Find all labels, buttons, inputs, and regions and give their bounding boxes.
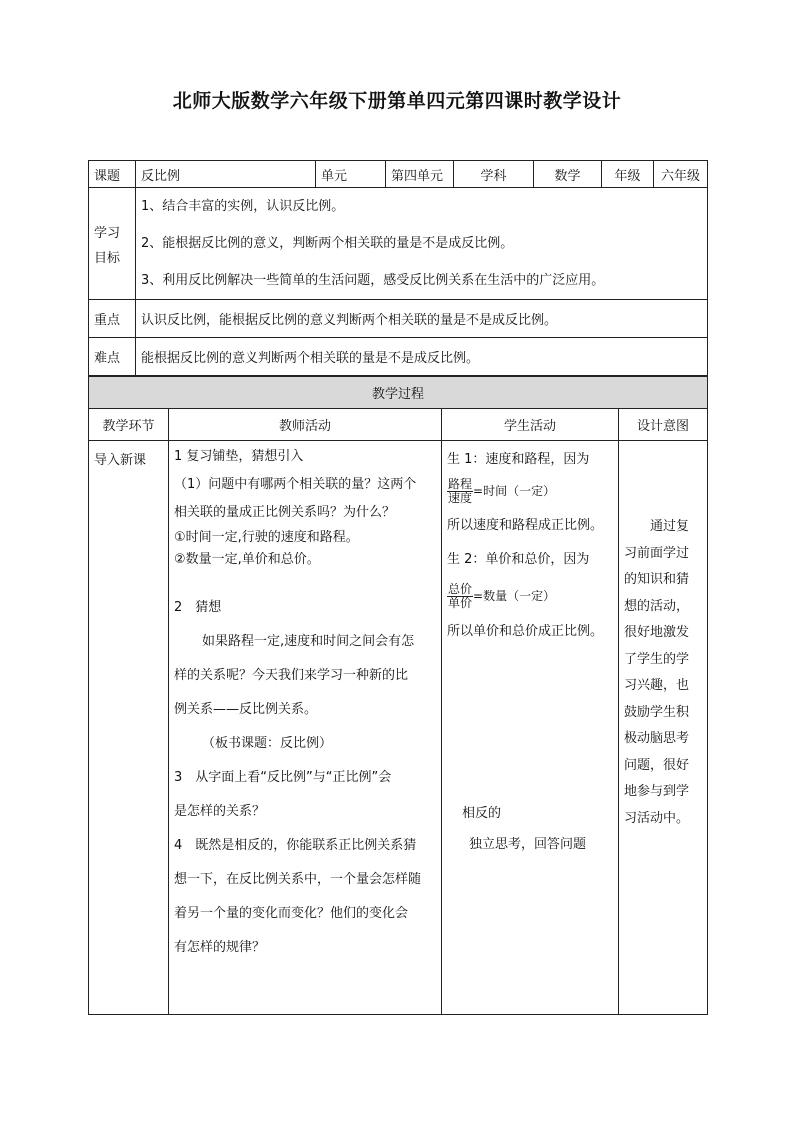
teacher-line: 如果路程一定,速度和时间之间会有怎 [202, 634, 415, 649]
student-line: 相反的 [462, 806, 502, 821]
fraction-2-denominator: 单价 [448, 596, 473, 610]
teacher-line: 想一下，在反比例关系中，一个量会怎样随 [174, 872, 422, 887]
teacher-activity-cell [169, 441, 442, 1015]
teacher-line: （板书课题：反比例） [202, 736, 333, 751]
intent-line: 想的活动， [624, 598, 690, 614]
student-formula-2 [447, 577, 613, 615]
column-header-stage: 教学环节 [89, 409, 169, 441]
fraction-2 [447, 583, 473, 610]
column-header-intent: 设计意图 [619, 409, 708, 441]
intent-line: 了学生的学 [624, 651, 690, 667]
student-line: 所以速度和路程成正比例。 [447, 518, 604, 533]
teacher-line: ②数量一定,单价和总价。 [174, 552, 320, 567]
teacher-line: 例关系——反比例关系。 [174, 702, 318, 717]
teacher-line: 4 既然是相反的，你能联系正比例关系猜 [174, 838, 417, 853]
formula-2-rest: =数量（一定） [473, 589, 556, 603]
intent-line: 的知识和猜 [624, 572, 690, 587]
teacher-line: 有怎样的规律？ [174, 940, 266, 955]
teacher-line: 2 猜想 [174, 600, 222, 615]
course-label: 课题 [89, 161, 136, 188]
fraction-2-numerator: 总价 [448, 582, 473, 596]
teacher-line: （1）问题中有哪两个相关联的量？这两个 [174, 477, 417, 492]
intent-line: 极动脑思考 [624, 731, 690, 746]
document-title: 北师大版数学六年级下册第单四元第四课时教学设计 [172, 90, 622, 112]
intent-line: 习兴趣，也 [624, 678, 690, 693]
intent-line: 很好地激发 [624, 625, 690, 640]
course-value: 反比例 [136, 161, 316, 188]
unit-label: 单元 [316, 161, 386, 188]
key-point-text: 认识反比例，能根据反比例的意义判断两个相关联的量是不是成反比例。 [136, 300, 708, 338]
teacher-line: 1 复习铺垫，猜想引入 [174, 449, 304, 464]
student-line: 生 2：单价和总价，因为 [447, 552, 590, 567]
formula-1-rest: =时间（一定） [473, 484, 556, 498]
key-point-label: 重点 [89, 300, 136, 338]
intent-line: 习活动中。 [624, 810, 690, 826]
goal-item: 3、利用反比例解决一些简单的生活问题，感受反比例关系在生活中的广泛应用。 [141, 273, 605, 288]
teacher-line: 样的关系呢？今天我们来学习一种新的比 [174, 668, 409, 683]
goals-label-cell [89, 188, 136, 300]
difficulty-text: 能根据反比例的意义判断两个相关联的量是不是成反比例。 [136, 338, 708, 376]
fraction-1-denominator: 速度 [448, 491, 473, 505]
teacher-line: ①时间一定,行驶的速度和路程。 [174, 530, 359, 545]
stage-cell: 导入新课 [89, 441, 169, 1015]
process-header: 教学过程 [89, 377, 708, 409]
design-intent-cell [619, 441, 708, 1015]
fraction-1 [447, 478, 473, 505]
subject-label: 学科 [454, 161, 534, 188]
goal-item: 1、结合丰富的实例，认识反比例。 [141, 199, 345, 214]
student-formula-1 [447, 473, 613, 509]
grade-value: 六年级 [654, 161, 708, 188]
column-header-teacher: 教师活动 [169, 409, 442, 441]
student-line: 独立思考，回答问题 [469, 837, 587, 852]
intent-line: 地参与到学 [624, 784, 690, 799]
student-activity-cell [442, 441, 619, 1015]
teacher-line: 是怎样的关系？ [174, 804, 266, 819]
grade-label: 年级 [602, 161, 654, 188]
goals-content [136, 188, 708, 300]
column-header-student: 学生活动 [442, 409, 619, 441]
info-table [88, 160, 708, 376]
goals-label-1: 学习 [94, 225, 121, 241]
difficulty-label: 难点 [89, 338, 136, 376]
intent-line: 鼓励学生积 [624, 704, 690, 720]
goals-label-2: 目标 [94, 250, 121, 266]
student-line: 生 1：速度和路程，因为 [447, 452, 590, 467]
teacher-line: 3 从字面上看“反比例”与“正比例”会 [174, 770, 392, 785]
intent-line: 通过复 [650, 519, 690, 534]
intent-line: 问题，很好 [624, 757, 690, 773]
process-table [88, 376, 708, 1015]
teacher-line: 相关联的量成正比例关系吗？为什么？ [174, 505, 396, 520]
fraction-1-numerator: 路程 [448, 477, 473, 491]
goal-item: 2、能根据反比例的意义，判断两个相关联的量是不是成反比例。 [141, 236, 514, 251]
intent-line: 习前面学过 [624, 545, 690, 561]
teacher-line: 着另一个量的变化而变化？他们的变化会 [174, 906, 409, 921]
unit-value: 第四单元 [386, 161, 454, 188]
subject-value: 数学 [534, 161, 602, 188]
student-line: 所以单价和总价成正比例。 [447, 624, 604, 639]
